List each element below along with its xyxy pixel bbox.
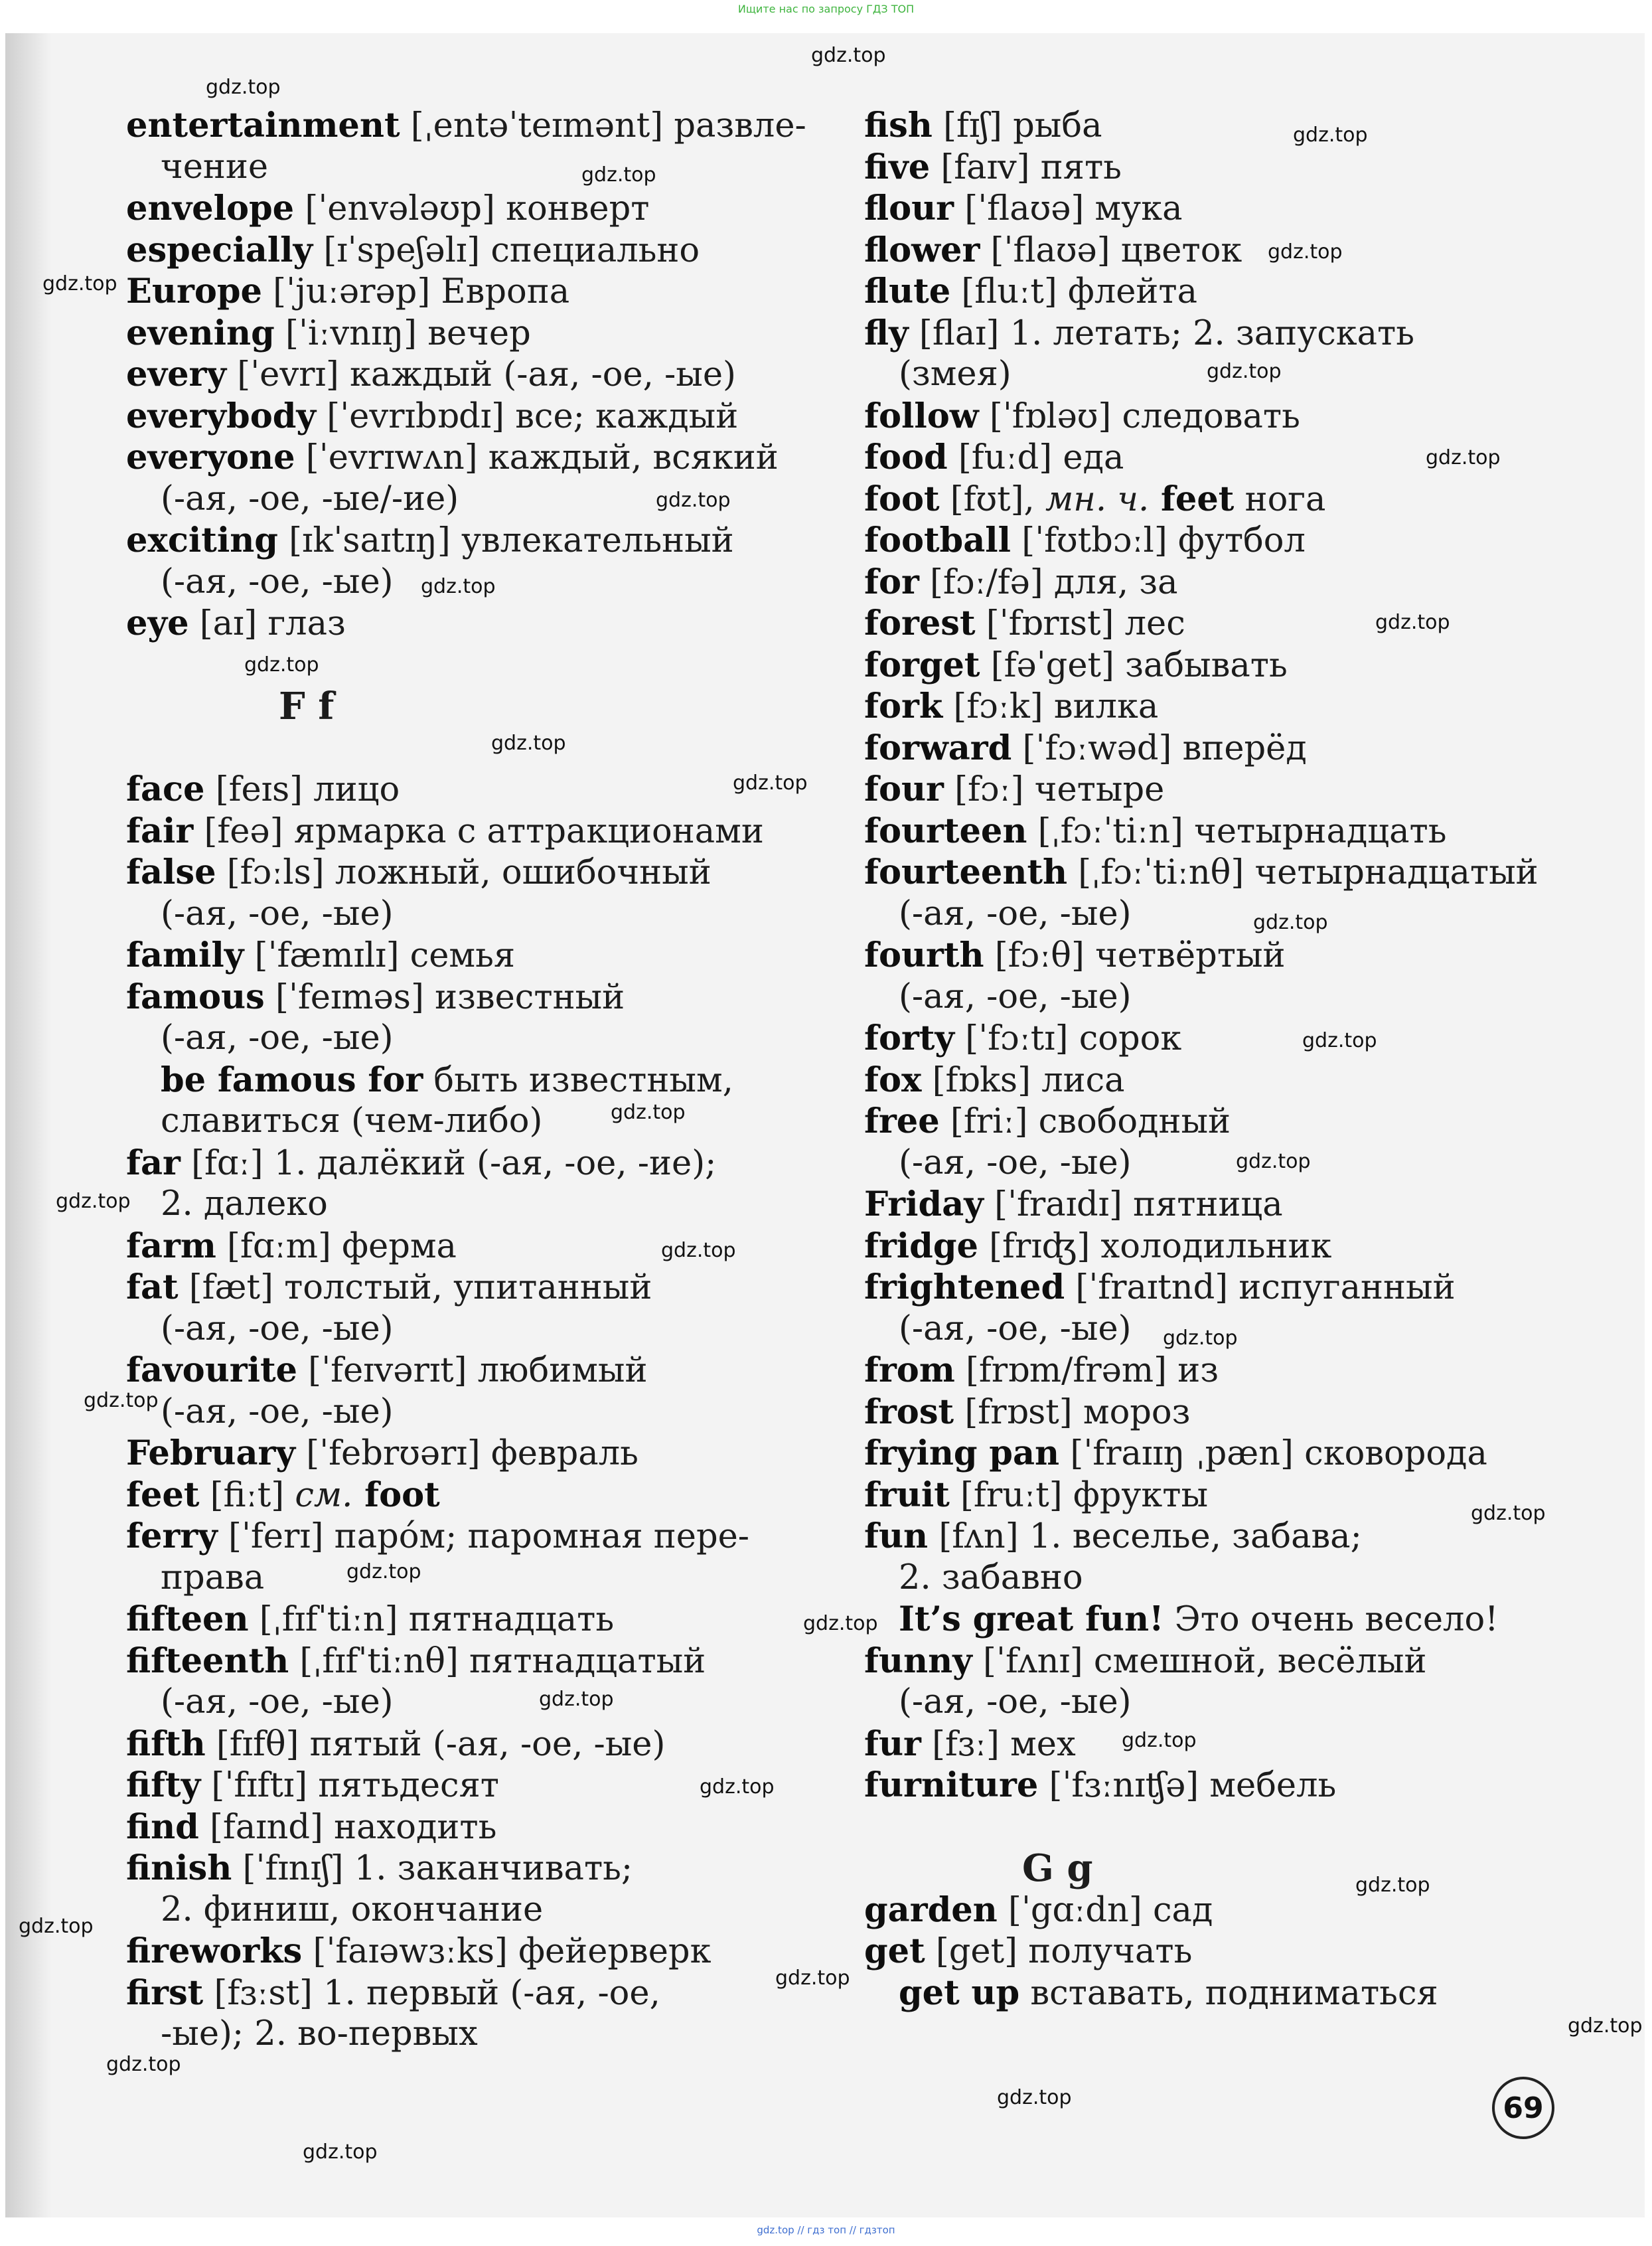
entry-text: [ˌentəˈteɪmənt] развле- [400, 106, 806, 145]
watermark: gdz.top [421, 575, 496, 598]
dictionary-entry-line [864, 188, 1528, 230]
dictionary-entry-line [864, 1018, 1528, 1060]
dictionary-entry-line [864, 852, 1539, 894]
dictionary-entry-line [126, 645, 790, 686]
dictionary-entry-line [126, 1806, 790, 1848]
headword: football [864, 521, 1011, 560]
headword: find [126, 1806, 199, 1847]
entry-text: (-ая, -ое, -ые) [899, 894, 1132, 933]
watermark: gdz.top [656, 489, 731, 512]
headword: February [126, 1433, 296, 1473]
watermark: gdz.top [1253, 911, 1328, 934]
headword: frost [864, 1392, 954, 1432]
headword: frightened [864, 1267, 1065, 1307]
headword: foot [352, 1475, 440, 1515]
entry-text: [ˈfæmɪlɪ] семья [244, 936, 516, 975]
entry-text: [ˈflaʊə] цветок [980, 230, 1242, 270]
watermark: gdz.top [611, 1101, 686, 1124]
dictionary-entry-line [864, 935, 1528, 977]
dictionary-entry-line [126, 1765, 790, 1806]
entry-text: [fɔː/fə] для, за [919, 562, 1178, 602]
headword: everybody [126, 396, 317, 436]
headword: fifteen [126, 1599, 249, 1639]
dictionary-entry-line [126, 1475, 790, 1516]
entry-text: 2. далеко [161, 1184, 328, 1224]
dictionary-entry-line [864, 686, 1528, 728]
watermark: gdz.top [803, 1612, 878, 1635]
headword: fifteenth [126, 1641, 289, 1681]
grammar-note: мн. ч. [1045, 479, 1150, 519]
entry-text: [ˌfɪfˈtiːnθ] пятнадцатый [289, 1641, 706, 1681]
top-banner: Ищите нас по запросу ГДЗ ТОП [737, 3, 915, 15]
dictionary-entry-line [864, 1475, 1528, 1516]
entry-text: [friː] свободный [939, 1102, 1231, 1141]
headword: farm [126, 1226, 216, 1266]
entry-text: права [161, 1558, 265, 1597]
dictionary-entry-line [864, 1184, 1528, 1226]
watermark: gdz.top [539, 1688, 614, 1711]
dictionary-entry-line [126, 1931, 790, 1972]
entry-text: [fʊt], [939, 479, 1045, 519]
entry-text: [ˈfʌnɪ] смешной, весёлый [972, 1641, 1427, 1681]
right-column [864, 105, 1539, 2014]
dictionary-entry-line [126, 1060, 790, 1101]
dictionary-entry-line [126, 811, 790, 852]
dictionary-entry-line [864, 1143, 1528, 1184]
headword: ferry [126, 1516, 218, 1556]
entry-text: [faɪv] пять [930, 147, 1122, 187]
entry-text: быть известным, [423, 1060, 733, 1100]
dictionary-entry-line [126, 1392, 790, 1433]
entry-text: [aɪ] глаз [188, 604, 346, 643]
entry-text: [fɪʃ] рыба [932, 106, 1102, 145]
entry-text: [fɔːk] вилка [942, 687, 1159, 726]
headword: feet [1149, 479, 1235, 519]
headword: get [864, 1931, 925, 1971]
entry-text: (-ая, -ое, -ые) [161, 1309, 394, 1348]
entry-text: [flaɪ] 1. летать; 2. запускать [908, 313, 1415, 353]
dictionary-entry-line [864, 230, 1528, 272]
watermark: gdz.top [56, 1190, 131, 1213]
watermark: gdz.top [1122, 1729, 1197, 1752]
dictionary-entry-line [126, 1350, 790, 1392]
entry-text: [ɪˈspeʃəlɪ] специально [313, 230, 700, 270]
headword: It’s great fun! [899, 1599, 1164, 1639]
headword: fridge [864, 1226, 978, 1266]
entry-text: [fæt] толстый, упитанный [178, 1268, 652, 1307]
headword: evening [126, 313, 275, 353]
dictionary-entry-line [126, 437, 790, 479]
headword: free [864, 1101, 940, 1141]
entry-text: (-ая, -ое, -ые) [161, 1392, 394, 1431]
dictionary-entry-line [126, 1267, 790, 1309]
entry-text: (-ая, -ое, -ые) [899, 1309, 1132, 1348]
headword: frying pan [864, 1433, 1060, 1473]
dictionary-entry-line [126, 1143, 790, 1184]
dictionary-entry-line [864, 1516, 1528, 1558]
dictionary-entry-line [126, 935, 790, 977]
entry-text: [ˈfebrʊərɪ] февраль [295, 1434, 638, 1473]
entry-text: чение [161, 147, 269, 187]
entry-text: [ˈfɔːtɪ] сорок [954, 1019, 1182, 1058]
entry-text: [ˈjuːərəp] Европа [262, 272, 570, 311]
entry-text: Это очень весело! [1164, 1600, 1499, 1639]
watermark: gdz.top [303, 2140, 378, 2164]
entry-text: [fɜːst] 1. первый (-ая, -ое, [203, 1973, 660, 2013]
dictionary-entry-line [126, 1433, 790, 1475]
entry-text: [ˈfɒləʊ] следовать [978, 396, 1300, 436]
entry-text: [fɒks] лиса [921, 1060, 1125, 1100]
dictionary-entry-line [864, 271, 1528, 313]
headword: fireworks [126, 1931, 303, 1971]
headword: Europe [126, 272, 262, 311]
watermark: gdz.top [1163, 1326, 1238, 1350]
headword: entertainment [126, 106, 400, 145]
headword: get up [899, 1972, 1020, 2013]
watermark: gdz.top [1355, 1874, 1430, 1897]
entry-text: (-ая, -ое, -ые) [899, 1143, 1132, 1182]
dictionary-entry-line [126, 1972, 790, 2014]
headword: fox [864, 1060, 922, 1100]
entry-text: [ˈfraɪɪŋ ˌpæn] сковорода [1059, 1434, 1487, 1473]
dictionary-entry-line [126, 769, 790, 811]
dictionary-entry-line [126, 977, 790, 1018]
headword: forest [864, 603, 976, 643]
entry-text: [fɜː] мех [921, 1724, 1076, 1764]
entry-text: славиться (чем-либо) [161, 1101, 543, 1141]
headword: forty [864, 1018, 955, 1058]
entry-text: (-ая, -ое, -ые) [161, 894, 394, 933]
headword: exciting [126, 521, 278, 560]
dictionary-entry-line [864, 1599, 1528, 1641]
headword: flute [864, 272, 951, 311]
dictionary-entry-line [126, 105, 806, 147]
watermark: gdz.top [1207, 360, 1282, 383]
headword: favourite [126, 1350, 297, 1390]
dictionary-entry-line [864, 313, 1528, 355]
entry-text: [ˈfɪftɪ] пятьдесят [200, 1766, 500, 1805]
headword: eye [126, 603, 189, 643]
entry-text: (змея) [899, 355, 1012, 394]
dictionary-entry-line [126, 230, 790, 272]
headword: fat [126, 1267, 179, 1307]
headword: fifty [126, 1765, 201, 1805]
entry-text: [faɪnd] находить [198, 1807, 497, 1847]
entry-text: [frɪʤ] холодильник [978, 1226, 1332, 1266]
dictionary-entry-line [864, 645, 1528, 686]
entry-text: [feə] ярмарка с аттракционами [193, 811, 764, 851]
dictionary-entry-line [864, 977, 1528, 1018]
dictionary-entry-line [126, 894, 790, 935]
entry-text: [feɪs] лицо [204, 770, 400, 809]
page-number: 69 [1492, 2077, 1554, 2139]
dictionary-entry-line [126, 1101, 790, 1143]
watermark: gdz.top [1375, 611, 1450, 634]
dictionary-entry-line [126, 271, 790, 313]
headword: garden [864, 1889, 998, 1930]
dictionary-entry-line [864, 1226, 1528, 1267]
entry-text: [ˈenvələʊp] конверт [294, 189, 650, 228]
entry-text: [ˈferɪ] паро́м; паромная пере- [217, 1517, 749, 1556]
section-letter-heading: G g [1022, 1846, 1093, 1890]
entry-text: [ˈfɔːwəd] вперёд [1012, 728, 1307, 768]
watermark: gdz.top [42, 272, 117, 295]
watermark: gdz.top [1268, 240, 1343, 264]
watermark: gdz.top [206, 76, 281, 99]
dictionary-entry-line [864, 1806, 1528, 1848]
headword: fly [864, 313, 909, 353]
headword: everyone [126, 438, 295, 477]
watermark: gdz.top [661, 1239, 736, 1262]
entry-text: [fɑː] 1. далёкий (-ая, -ое, -ие); [180, 1143, 717, 1183]
headword: family [126, 935, 244, 975]
headword: five [864, 147, 931, 187]
dictionary-entry-line [864, 147, 1528, 189]
watermark: gdz.top [581, 163, 656, 187]
entry-text: (-ая, -ое, -ые) [161, 1018, 394, 1058]
bottom-banner: gdz.top // гдз топ // гдзтоп [757, 2224, 895, 2236]
headword: famous [126, 977, 265, 1017]
entry-text: [fɪfθ] пятый (-ая, -ое, -ые) [205, 1724, 666, 1764]
headword: fun [864, 1516, 929, 1556]
entry-text: [ˈfraɪtnd] испуганный [1065, 1268, 1456, 1307]
dictionary-entry-line [126, 1889, 790, 1931]
headword: fruit [864, 1475, 950, 1515]
dictionary-entry-line [126, 147, 790, 189]
entry-text: [ˌfɔːˈtiːnθ] четырнадцатый [1067, 853, 1539, 892]
dictionary-entry-line [126, 520, 790, 562]
dictionary-entry-line [126, 1184, 790, 1226]
dictionary-entry-line [126, 354, 790, 396]
entry-text: [get] получать [925, 1932, 1193, 1971]
entry-text: [ˈiːvnɪŋ] вечер [274, 313, 531, 353]
headword: feet [126, 1475, 200, 1515]
grammar-note: см. [295, 1475, 353, 1515]
entry-text: 2. финиш, окончание [161, 1889, 544, 1929]
entry-text: нога [1234, 479, 1326, 519]
headword: for [864, 562, 919, 602]
headword: far [126, 1143, 181, 1183]
entry-text: [frɒm/frəm] из [954, 1351, 1219, 1390]
watermark: gdz.top [1471, 1502, 1546, 1525]
dictionary-entry-line [864, 1101, 1528, 1143]
watermark: gdz.top [1426, 446, 1501, 469]
headword: forward [864, 728, 1012, 768]
entry-text: [fɔːθ] четвёртый [984, 936, 1286, 975]
headword: from [864, 1350, 955, 1390]
entry-text: вставать, подниматься [1019, 1973, 1438, 2013]
dictionary-entry-line [126, 188, 790, 230]
headword: fork [864, 686, 943, 726]
entry-text: [ˈfɒrɪst] лес [975, 604, 1185, 643]
headword: foot [864, 479, 940, 519]
dictionary-entry-line [864, 894, 1528, 935]
dictionary-entry-line [864, 562, 1528, 603]
headword: every [126, 355, 227, 394]
dictionary-entry-line [864, 1433, 1528, 1475]
dictionary-entry-line [126, 1641, 790, 1682]
entry-text: [ˌfɔːˈtiːn] четырнадцать [1027, 811, 1447, 851]
dictionary-entry-line [126, 1724, 790, 1765]
entry-text: [fɔːls] ложный, ошибочный [216, 853, 712, 892]
dictionary-entry-line [864, 354, 1528, 396]
headword: face [126, 769, 205, 809]
dictionary-entry-line [864, 1931, 1528, 1972]
entry-text: [fluːt] флейта [950, 272, 1198, 311]
headword: flower [864, 230, 980, 270]
headword: four [864, 769, 944, 809]
watermark: gdz.top [733, 771, 808, 795]
dictionary-entry-line [864, 520, 1528, 562]
dictionary-entry-line [864, 1392, 1528, 1433]
entry-text: [ˈevrɪ] каждый (-ая, -ое, -ые) [226, 355, 736, 394]
dictionary-entry-line [864, 105, 1528, 147]
headword: fourteenth [864, 852, 1068, 892]
watermark: gdz.top [491, 732, 566, 755]
dictionary-entry-line [126, 1309, 790, 1350]
headword: fifth [126, 1724, 206, 1764]
dictionary-entry-line [864, 1765, 1528, 1806]
entry-text: [ˈflaʊə] мука [954, 189, 1183, 228]
entry-text: [ˈevrɪbɒdɪ] все; каждый [316, 396, 739, 436]
dictionary-entry-line [864, 1641, 1528, 1682]
dictionary-entry-line [864, 769, 1528, 811]
watermark: gdz.top [19, 1915, 94, 1938]
entry-text: [fʌn] 1. веселье, забава; [928, 1517, 1362, 1556]
watermark: gdz.top [106, 2053, 181, 2076]
watermark: gdz.top [811, 44, 886, 67]
entry-text: (-ая, -ое, -ые) [899, 1682, 1132, 1722]
dictionary-entry-line [126, 313, 790, 355]
entry-text: [frɒst] мороз [954, 1392, 1191, 1432]
headword: envelope [126, 189, 295, 228]
entry-text: 2. забавно [899, 1558, 1083, 1597]
headword: food [864, 438, 948, 477]
headword: especially [126, 230, 313, 270]
dictionary-entry-line [126, 852, 790, 894]
watermark: gdz.top [1568, 2014, 1643, 2038]
headword: be famous for [161, 1060, 423, 1100]
dictionary-entry-line [864, 728, 1528, 769]
dictionary-entry-line [864, 1558, 1528, 1599]
dictionary-entry-line [126, 1018, 790, 1060]
headword: first [126, 1972, 204, 2013]
dictionary-entry-line [864, 1267, 1528, 1309]
entry-text: [ˌfɪfˈtiːn] пятнадцать [248, 1600, 615, 1639]
watermark: gdz.top [1302, 1029, 1377, 1052]
entry-text: [ɪkˈsaɪtɪŋ] увлекательный [277, 521, 734, 560]
entry-text: [ˈfaɪəwɜːks] фейерверк [302, 1932, 712, 1971]
dictionary-entry-line [126, 603, 790, 645]
watermark: gdz.top [700, 1775, 775, 1799]
entry-text: [ˈfeɪməs] известный [264, 977, 625, 1017]
dictionary-entry-line [126, 1558, 790, 1599]
entry-text: [fruːt] фрукты [949, 1475, 1209, 1515]
entry-text: [fiːt] [199, 1475, 295, 1515]
dictionary-entry-line [864, 1350, 1528, 1392]
watermark: gdz.top [244, 653, 319, 677]
dictionary-entry-line [126, 396, 790, 438]
dictionary-entry-line [126, 728, 790, 769]
page-gutter-shadow [5, 33, 52, 2217]
headword: fish [864, 106, 933, 145]
dictionary-entry-line [864, 396, 1528, 438]
headword: forget [864, 645, 980, 685]
headword: Friday [864, 1184, 984, 1224]
watermark: gdz.top [346, 1560, 421, 1583]
watermark: gdz.top [997, 2086, 1072, 2109]
watermark: gdz.top [1293, 123, 1368, 147]
dictionary-entry-line [126, 1599, 790, 1641]
headword: fur [864, 1724, 921, 1764]
watermark: gdz.top [775, 1966, 850, 1990]
watermark: gdz.top [84, 1389, 159, 1412]
headword: false [126, 852, 216, 892]
headword: fourth [864, 935, 984, 975]
dictionary-entry-line [126, 686, 790, 728]
entry-text: [fuːd] еда [947, 438, 1124, 477]
entry-text: (-ая, -ое, -ые) [161, 1682, 394, 1722]
headword: finish [126, 1848, 232, 1888]
headword: follow [864, 396, 979, 436]
section-letter-heading: F f [279, 684, 335, 728]
entry-text: -ые); 2. во-первых [161, 2014, 478, 2053]
headword: fair [126, 811, 194, 851]
entry-text: [ˈfʊtbɔːl] футбол [1010, 521, 1306, 560]
dictionary-entry-line [864, 1682, 1528, 1724]
entry-text: [ˈfɜːnɪʧə] мебель [1038, 1766, 1337, 1805]
entry-text: [ˈfeɪvərɪt] любимый [297, 1351, 648, 1390]
watermark: gdz.top [1236, 1150, 1311, 1173]
entry-text: [fɔː] четыре [943, 770, 1165, 809]
dictionary-entry-line [126, 1516, 790, 1558]
headword: furniture [864, 1765, 1039, 1805]
headword: flour [864, 189, 954, 228]
dictionary-entry-line [864, 1972, 1528, 2014]
entry-text: [fɑːm] ферма [216, 1226, 457, 1266]
left-column [126, 105, 806, 2055]
entry-text: (-ая, -ое, -ые) [161, 562, 394, 602]
entry-text: (-ая, -ое, -ые/-ие) [161, 479, 459, 519]
entry-text: [ˈgɑːdn] сад [997, 1890, 1213, 1930]
dictionary-entry-line [864, 811, 1528, 852]
entry-text: [ˈfraɪdɪ] пятница [983, 1185, 1283, 1224]
headword: funny [864, 1641, 972, 1681]
dictionary-entry-line [126, 1682, 790, 1724]
entry-text: [ˈfɪnɪʃ] 1. заканчивать; [232, 1849, 633, 1888]
dictionary-entry-line [864, 1060, 1528, 1101]
dictionary-entry-line [126, 1848, 790, 1889]
dictionary-entry-line [864, 479, 1528, 521]
dictionary-entry-line [126, 2014, 790, 2055]
headword: fourteen [864, 811, 1027, 851]
entry-text: [ˈevrɪwʌn] каждый, всякий [295, 438, 779, 477]
entry-text: [fəˈget] забывать [980, 645, 1288, 685]
entry-text: (-ая, -ое, -ые) [899, 977, 1132, 1016]
